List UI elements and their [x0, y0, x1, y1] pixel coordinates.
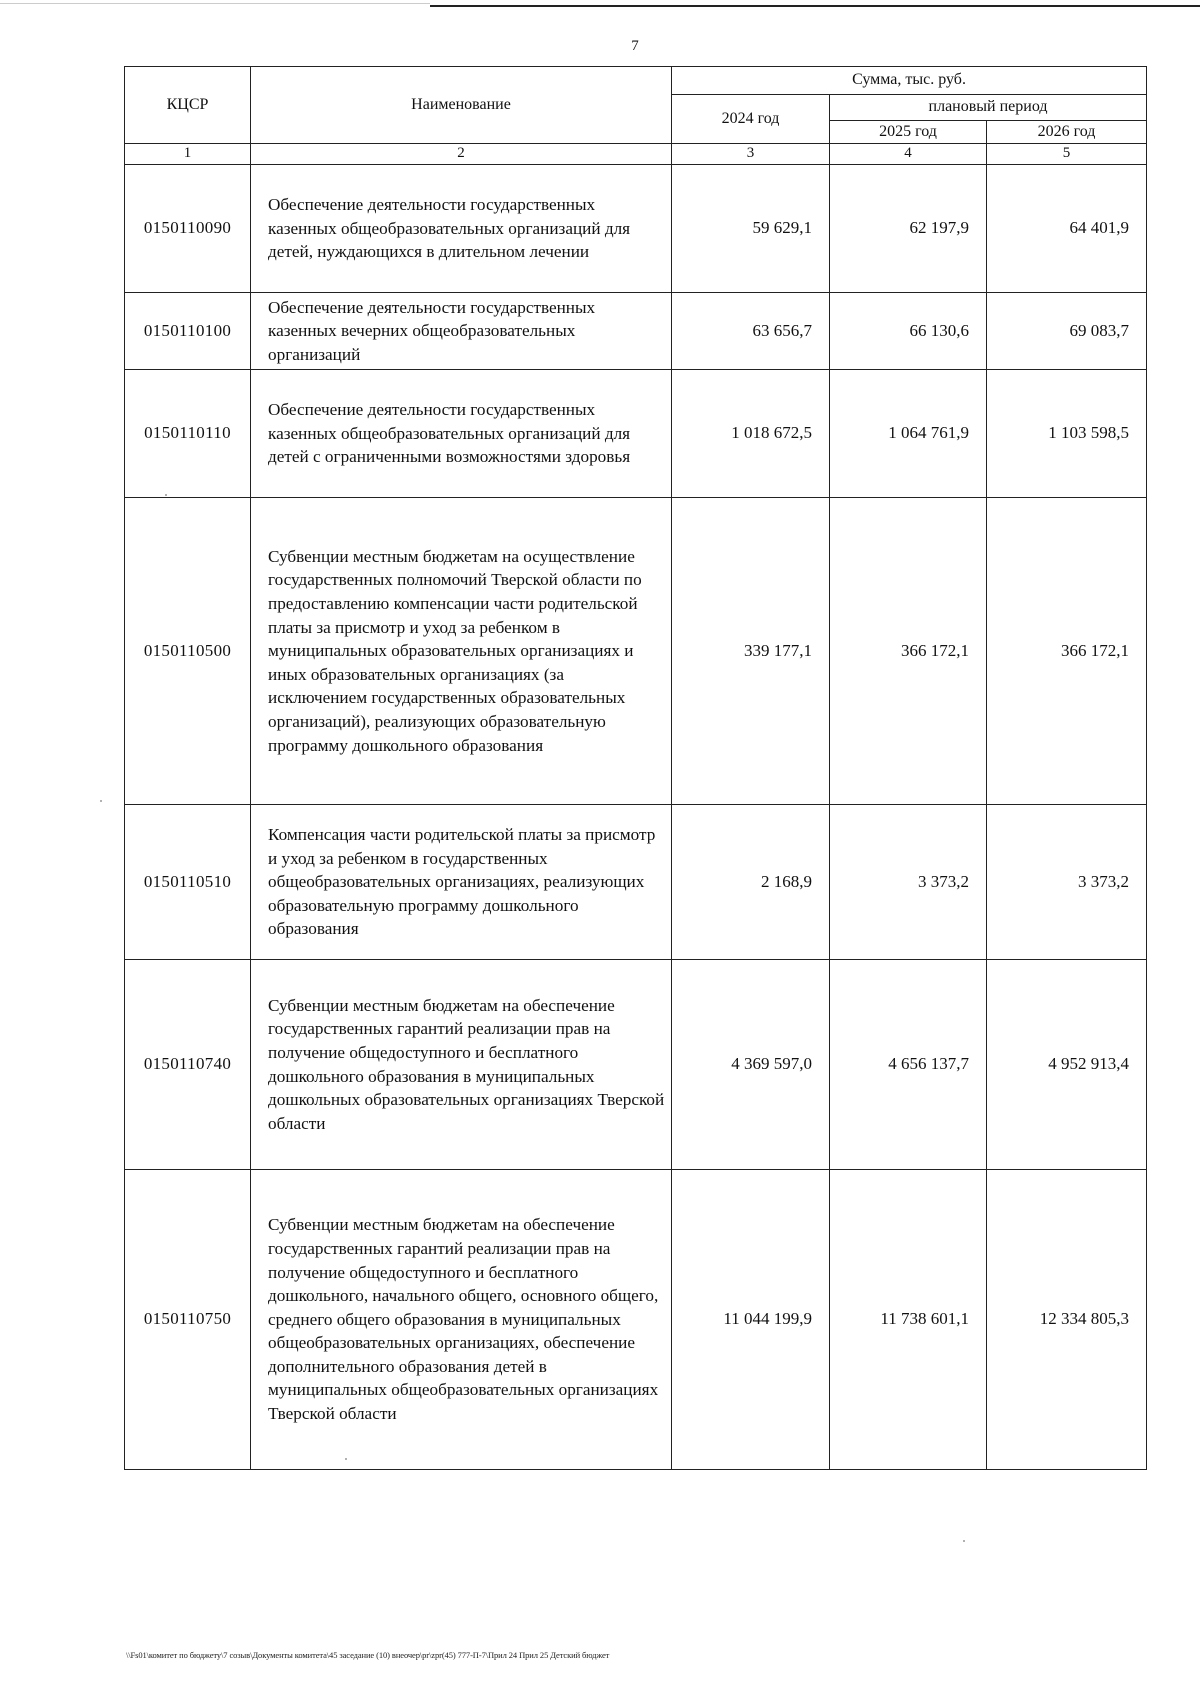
amount-2025: 4 656 137,7: [830, 960, 987, 1170]
column-number: 5: [987, 144, 1147, 165]
amount-2024: 1 018 672,5: [672, 370, 830, 498]
scan-speck: [963, 1540, 965, 1542]
footer-file-path: \\Fs01\комитет по бюджету\7 созыв\Документы комитета\45 заседание (10) внеочер\pr\zpr(45) 777-П-7\Прил 24 Прил 25 Детский бюджет: [126, 1650, 610, 1660]
amount-2024: 339 177,1: [672, 498, 830, 805]
amount-2024: 63 656,7: [672, 293, 830, 370]
kcsr-code: 0150110500: [125, 498, 251, 805]
kcsr-code: 0150110110: [125, 370, 251, 498]
scan-speck: [165, 494, 167, 496]
header-year-2026: 2026 год: [987, 121, 1147, 144]
header-name: Наименование: [251, 67, 672, 144]
row-name: Обеспечение деятельности государственных казенных общеобразовательных организаций для детей, нуждающихся в длительном лечении: [251, 165, 672, 293]
row-name: Субвенции местным бюджетам на обеспечение государственных гарантий реализации прав на получение общедоступного и бесплатного дошкольного, начального общего, основного общего, среднего общего образования в муниципальных общеобразовательных организациях, обеспечение дополнительного образования детей в муниципальных общеобразовательных организациях Тверской области: [251, 1170, 672, 1470]
budget-table: [124, 66, 1147, 1470]
scan-speck: [100, 800, 102, 802]
column-number: 3: [672, 144, 830, 165]
scan-speck: [345, 1458, 347, 1460]
page-number: 7: [631, 38, 639, 54]
scan-edge-line: [430, 5, 1200, 7]
kcsr-code: 0150110740: [125, 960, 251, 1170]
amount-2025: 11 738 601,1: [830, 1170, 987, 1470]
row-name: Субвенции местным бюджетам на обеспечение государственных гарантий реализации прав на получение общедоступного и бесплатного дошкольного образования в муниципальных дошкольных образовательных организациях Тверской области: [251, 960, 672, 1170]
table-row: [125, 805, 1147, 960]
kcsr-code: 0150110750: [125, 1170, 251, 1470]
header-sum: Сумма, тыс. руб.: [672, 67, 1147, 95]
amount-2024: 2 168,9: [672, 805, 830, 960]
row-name: Компенсация части родительской платы за присмотр и уход за ребенком в государственных общеобразовательных организациях, реализующих образовательную программу дошкольного образования: [251, 805, 672, 960]
header-year-2024: 2024 год: [672, 95, 830, 144]
column-number-row: [125, 144, 1147, 165]
table-row: [125, 498, 1147, 805]
row-name: Обеспечение деятельности государственных казенных общеобразовательных организаций для детей с ограниченными возможностями здоровья: [251, 370, 672, 498]
row-name: Обеспечение деятельности государственных казенных вечерних общеобразовательных организаций: [251, 293, 672, 370]
row-name: Субвенции местным бюджетам на осуществление государственных полномочий Тверской области по предоставлению компенсации части родительской платы за присмотр и уход за ребенком в муниципальных образовательных организациях и иных образовательных организациях (за исключением государственных образовательных организаций), реализующих образовательную программу дошкольного образования: [251, 498, 672, 805]
amount-2026: 366 172,1: [987, 498, 1147, 805]
header-planned-period: плановый период: [830, 95, 1147, 121]
kcsr-code: 0150110100: [125, 293, 251, 370]
amount-2026: 64 401,9: [987, 165, 1147, 293]
kcsr-code: 0150110090: [125, 165, 251, 293]
header-kcsr: КЦСР: [125, 67, 251, 144]
amount-2026: 4 952 913,4: [987, 960, 1147, 1170]
table-row: [125, 370, 1147, 498]
amount-2024: 59 629,1: [672, 165, 830, 293]
amount-2025: 62 197,9: [830, 165, 987, 293]
column-number: 1: [125, 144, 251, 165]
amount-2024: 11 044 199,9: [672, 1170, 830, 1470]
column-number: 4: [830, 144, 987, 165]
column-number: 2: [251, 144, 672, 165]
amount-2024: 4 369 597,0: [672, 960, 830, 1170]
table-row: [125, 165, 1147, 293]
amount-2025: 66 130,6: [830, 293, 987, 370]
amount-2026: 3 373,2: [987, 805, 1147, 960]
header-row-1: [125, 67, 1147, 95]
table-row: [125, 960, 1147, 1170]
amount-2026: 12 334 805,3: [987, 1170, 1147, 1470]
scan-edge-thin: [0, 3, 430, 4]
kcsr-code: 0150110510: [125, 805, 251, 960]
amount-2025: 1 064 761,9: [830, 370, 987, 498]
header-year-2025: 2025 год: [830, 121, 987, 144]
amount-2026: 69 083,7: [987, 293, 1147, 370]
amount-2025: 3 373,2: [830, 805, 987, 960]
amount-2026: 1 103 598,5: [987, 370, 1147, 498]
table-row: [125, 1170, 1147, 1470]
table-row: [125, 293, 1147, 370]
amount-2025: 366 172,1: [830, 498, 987, 805]
